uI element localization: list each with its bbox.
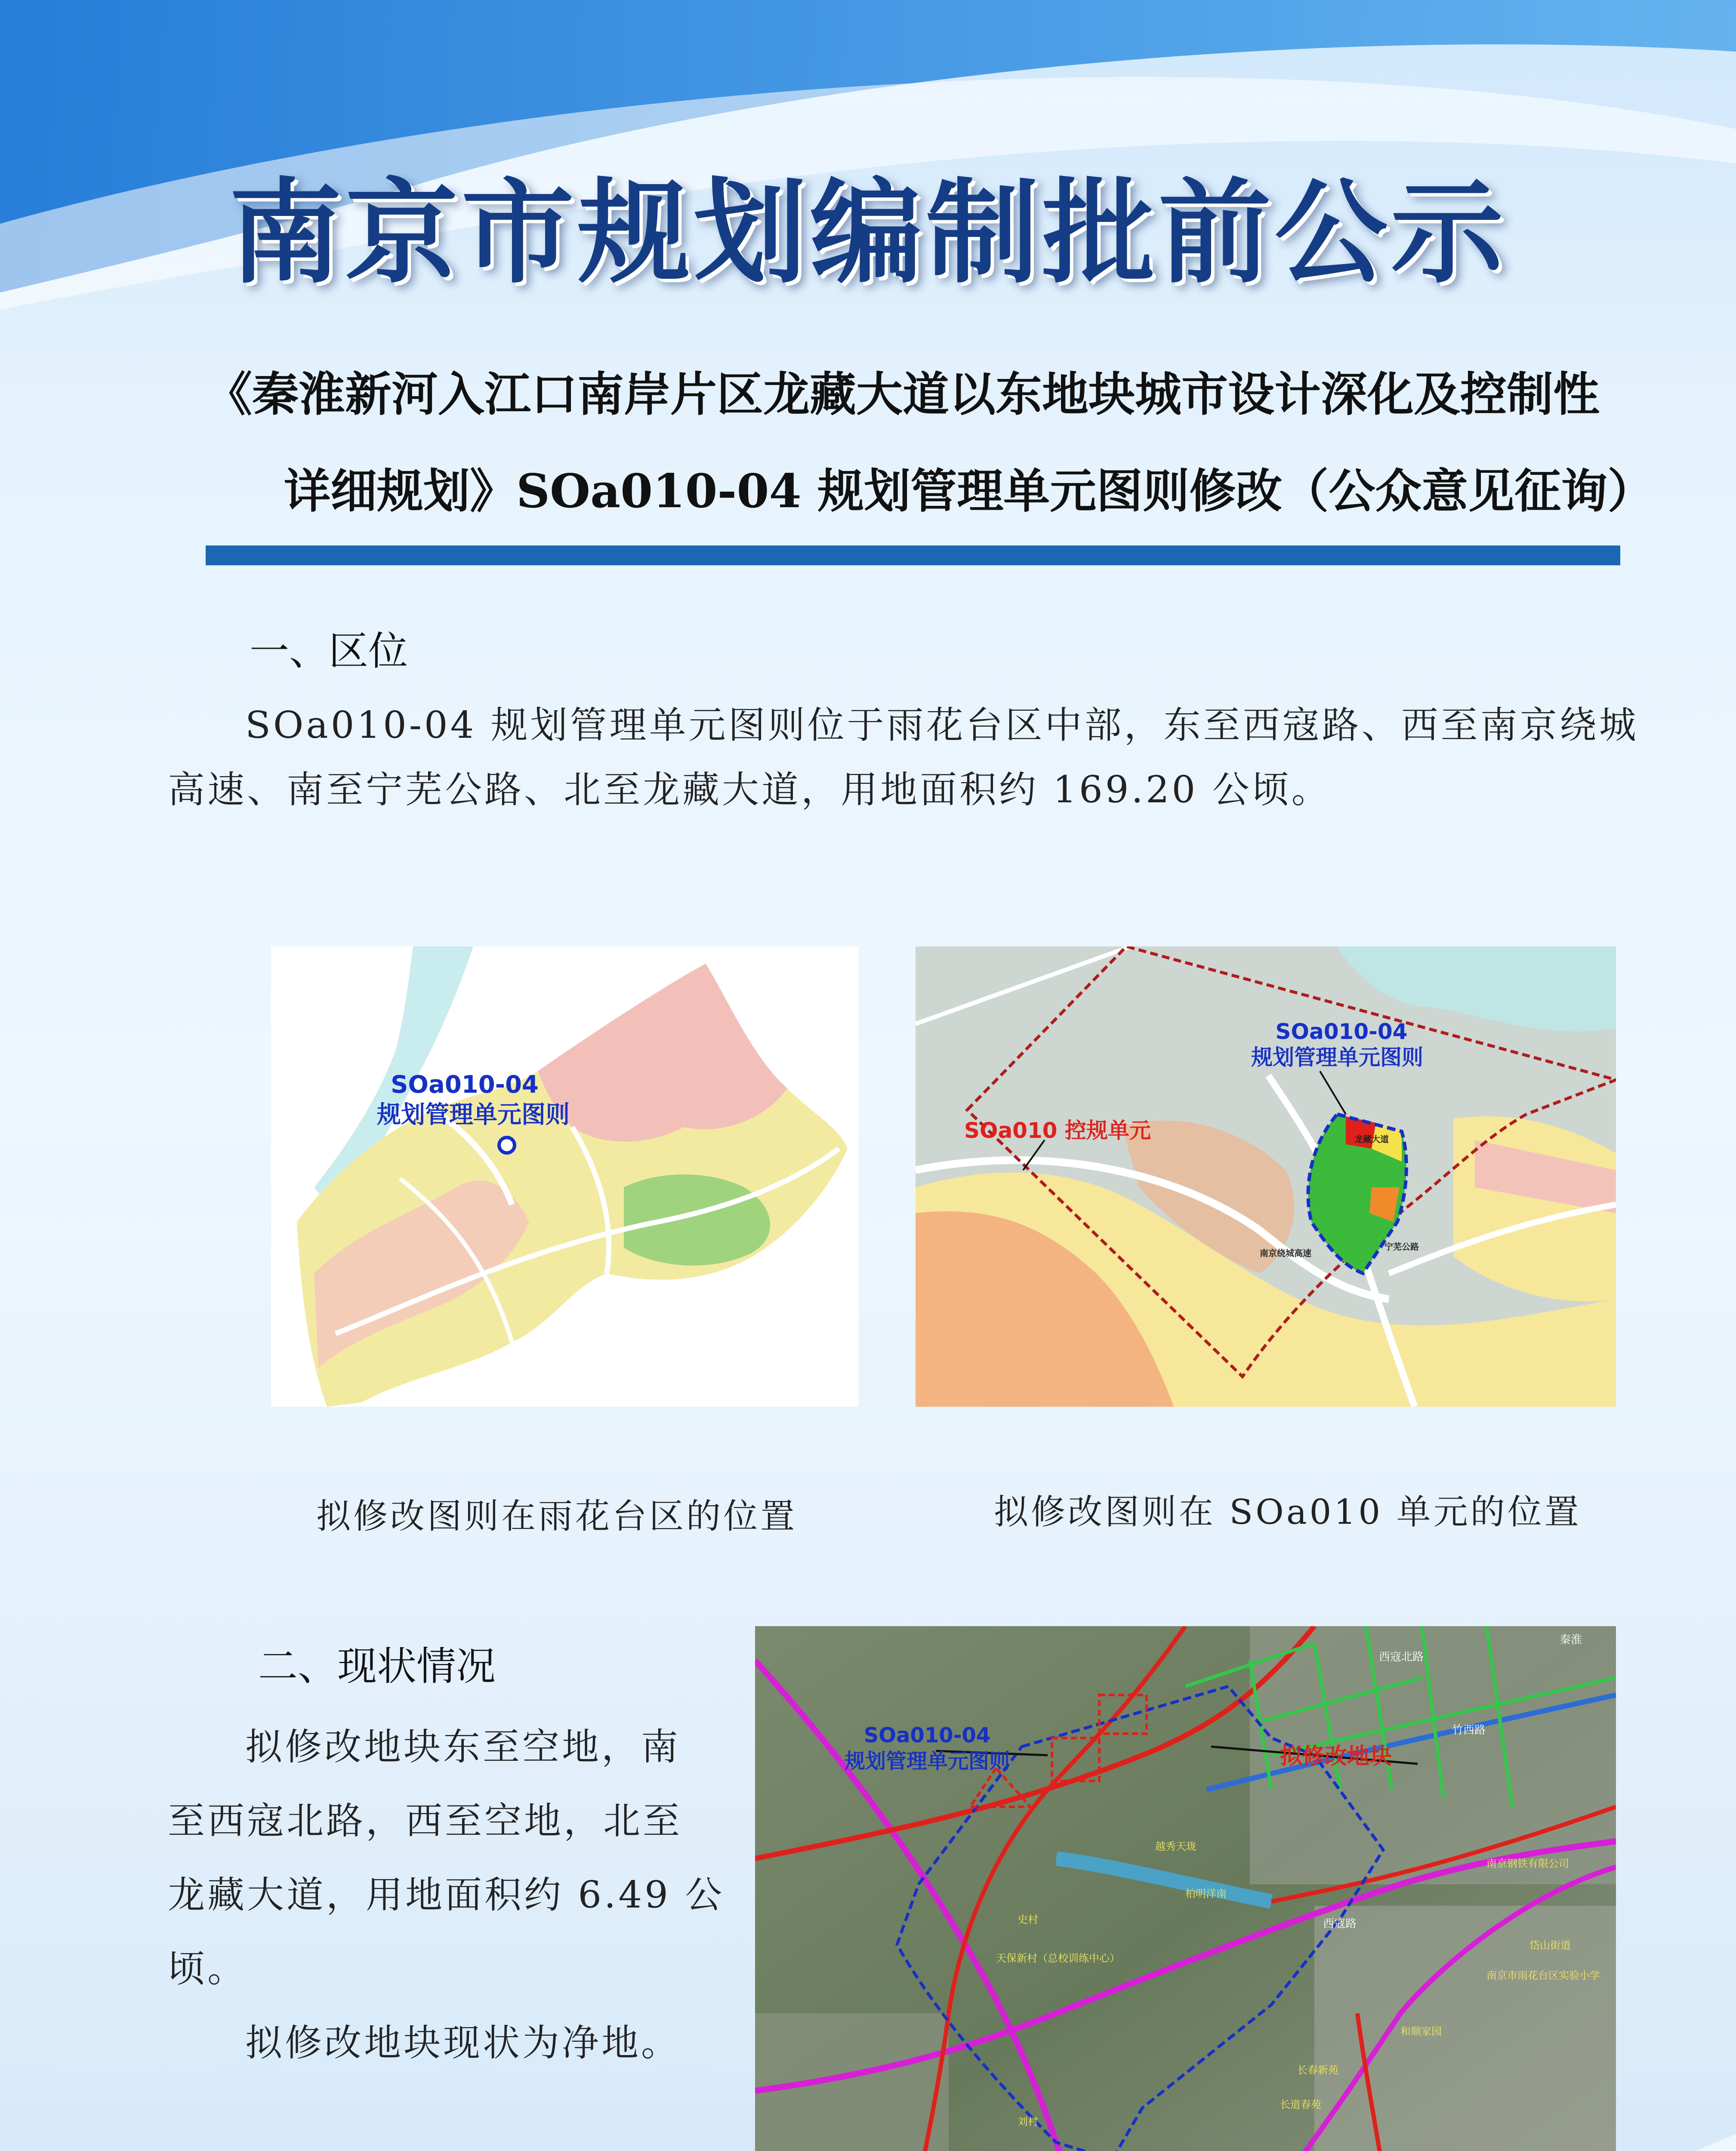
map3-label-code: SOa010-04: [863, 1723, 991, 1747]
status-line-1: 拟修改地块东至空地，南: [245, 1726, 681, 1769]
map2-unit-label: SOa010 控规单元: [964, 1118, 1151, 1143]
map2-road-2: 宁芜公路: [1384, 1242, 1419, 1252]
map3-label-name: 规划管理单元图则: [844, 1749, 1010, 1773]
map3-place-12: 竹西路: [1452, 1724, 1486, 1737]
map-district-location: [271, 946, 858, 1407]
map2-label-name: 规划管理单元图则: [1251, 1045, 1423, 1070]
map2-road-3: 南京绕城高速: [1260, 1248, 1311, 1258]
map3-place-9: 长道春苑: [1280, 2099, 1321, 2111]
map3-place-3: 天保新村（总校训练中心）: [996, 1952, 1120, 1964]
map3-place-7: 南京市雨花台区实验小学: [1486, 1969, 1600, 1982]
map3-place-2: 史村: [1018, 1914, 1038, 1926]
status-line-3: 龙藏大道，用地面积约 6.49 公: [168, 1874, 725, 1917]
map3-place-10: 长春新苑: [1297, 2064, 1338, 2076]
map1-label-name: 规划管理单元图则: [377, 1101, 570, 1129]
status-line-5: 拟修改地块现状为净地。: [245, 2022, 681, 2065]
section-heading-location: 一、区位: [250, 628, 408, 674]
location-paragraph-line-2: 高速、南至宁芜公路、北至龙藏大道，用地面积约 169.20 公顷。: [168, 768, 1331, 811]
map2-caption: 拟修改图则在 SOa010 单元的位置: [994, 1492, 1582, 1532]
section-heading-status: 二、现状情况: [258, 1643, 496, 1689]
map3-place-15: 秦淮: [1560, 1633, 1582, 1646]
map3-place-5: 南京钢铁有限公司: [1486, 1858, 1569, 1870]
map3-place-8: 和顺家园: [1400, 2025, 1442, 2037]
page-title: 南京市规划编制批前公示: [229, 166, 1507, 299]
map-current-status: [755, 1626, 1616, 2151]
map3-place-6: 岱山街道: [1529, 1939, 1571, 1951]
status-paragraph: [168, 1710, 731, 2080]
map2-road-1: 龙藏大道: [1354, 1134, 1389, 1144]
status-line-4: 顷。: [168, 1948, 247, 1991]
map-unit-location: [916, 946, 1616, 1407]
location-paragraph-line-1: SOa010-04 规划管理单元图则位于雨花台区中部，东至西寇路、西至南京绕城: [245, 704, 1639, 747]
divider-rule: [206, 545, 1620, 565]
map3-target-label: 拟修改地块: [1280, 1744, 1392, 1769]
status-line-2: 至西寇北路，西至空地，北至: [168, 1800, 682, 1843]
subtitle-line-2: 详细规划》SOa010-04 规划管理单元图则修改（公众意见征询）: [284, 464, 1654, 518]
map3-place-4: 刘村: [1018, 2116, 1038, 2128]
map3-place-13: 西寇路: [1323, 1917, 1357, 1930]
map3-place-1: 柏明洋南: [1185, 1888, 1227, 1900]
map2-label-code: SOa010-04: [1275, 1019, 1408, 1044]
map1-caption: 拟修改图则在雨花台区的位置: [316, 1496, 797, 1536]
subtitle-line-1: 《秦淮新河入江口南岸片区龙藏大道以东地块城市设计深化及控制性: [206, 367, 1600, 422]
map1-label-code: SOa010-04: [391, 1071, 539, 1099]
map3-place-0: 越秀天珑: [1155, 1840, 1196, 1852]
map3-place-11: 西寇北路: [1379, 1651, 1424, 1664]
